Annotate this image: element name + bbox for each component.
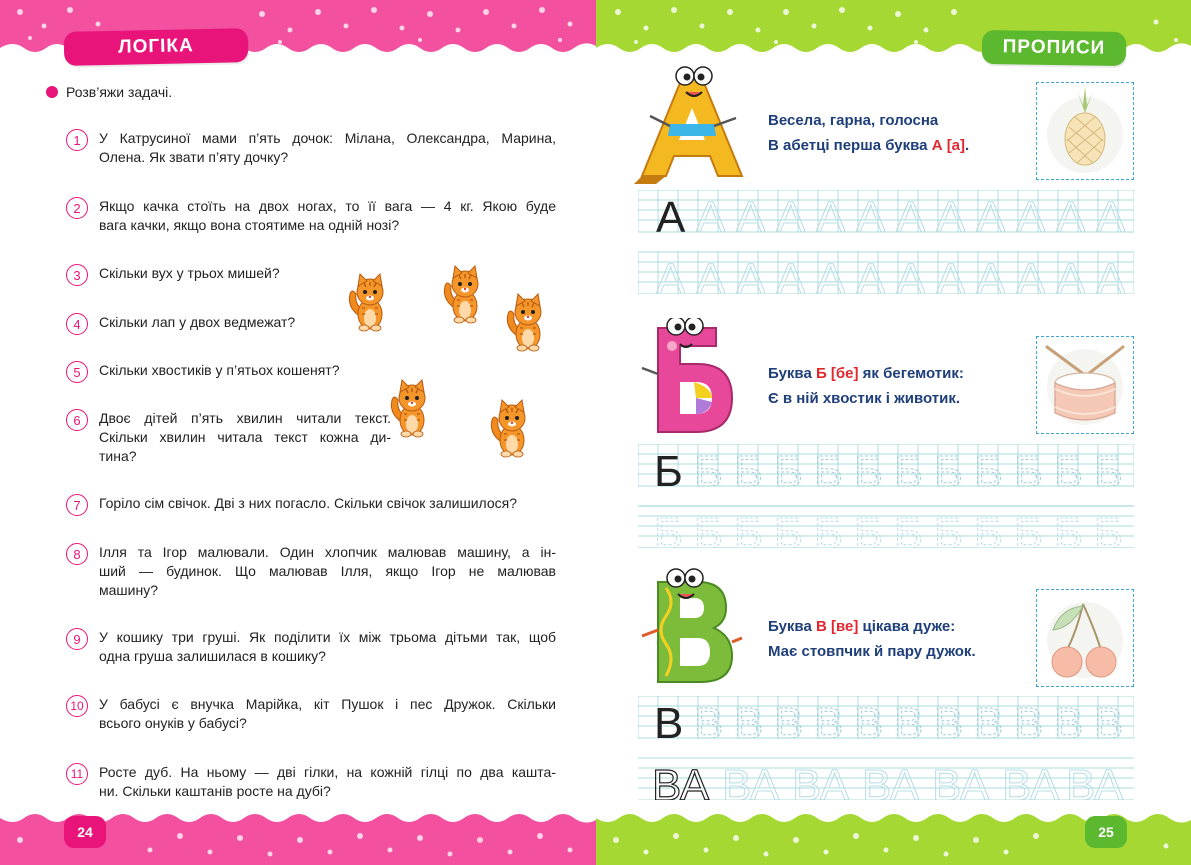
trace-letter: А xyxy=(1096,193,1126,242)
bullet-icon xyxy=(46,86,58,98)
task-text-line: Ілля та Ігор малювали. Один хлопчик малював машину, а ін- xyxy=(99,544,556,560)
trace-letter: А xyxy=(776,255,806,294)
kitten-4 xyxy=(391,380,425,437)
picture-frame-pineapple xyxy=(1036,82,1134,180)
trace-letter: В xyxy=(854,699,884,748)
kitten-3 xyxy=(507,294,541,351)
trace-letter: Б xyxy=(934,447,963,496)
rhyme-line xyxy=(768,133,969,158)
trace-letter: А xyxy=(896,193,926,242)
tracing-grid-b xyxy=(638,444,1134,548)
trace-letter: А xyxy=(776,193,806,242)
task-text-line: ни. Скільки каштанів росте на дубі? xyxy=(99,783,331,799)
trace-syllable: ВА xyxy=(1066,761,1124,800)
task-text-line: У Катрусиної мами п’ять дочок: Мілана, Олександра, Марина, xyxy=(99,130,556,146)
cherries-icon xyxy=(1037,590,1133,686)
trace-letter: Б xyxy=(974,509,1003,548)
sample-letter: В xyxy=(654,699,684,748)
sample-letter: А xyxy=(656,193,686,242)
trace-letter: А xyxy=(1056,193,1086,242)
task-text-line: У кошику три груші. Як поділити їх між трьома дітьми так, щоб xyxy=(99,629,556,645)
letter-sound: В [ве] xyxy=(815,618,859,635)
trace-letter: В xyxy=(734,699,764,748)
task-text-line: одна груша залишилася в кошику? xyxy=(99,648,326,664)
trace-letter: Б xyxy=(734,509,763,548)
kitten-1 xyxy=(349,274,383,331)
trace-letter: А xyxy=(976,193,1006,242)
task-number: 10 xyxy=(66,695,88,717)
letter-sound: А [а] xyxy=(931,137,966,154)
kitten-2 xyxy=(444,266,478,323)
kittens-illustration xyxy=(340,258,565,473)
trace-letter: А xyxy=(1056,255,1086,294)
task-text-line: ший — будинок. Що малював Ілля, якщо Ігор не малював xyxy=(99,563,556,579)
tracing-row-a-2 xyxy=(656,255,1126,294)
trace-letter: Б xyxy=(654,509,683,548)
letter-sound: Б [бе] xyxy=(815,365,859,382)
trace-letter: Б xyxy=(694,447,723,496)
task-number: 4 xyxy=(66,313,88,335)
rhyme-text: В абетці перша буква xyxy=(768,137,932,154)
trace-letter: В xyxy=(814,699,844,748)
trace-letter: Б xyxy=(694,509,723,548)
sample-letter: Б xyxy=(654,447,683,496)
trace-letter: А xyxy=(816,255,846,294)
trace-letter: Б xyxy=(974,447,1003,496)
task-number: 11 xyxy=(66,763,88,785)
trace-syllable: ВА xyxy=(862,761,920,800)
trace-letter: А xyxy=(896,255,926,294)
task-text-line: Росте дуб. На ньому — дві гілки, на кожній гілці по два кашта- xyxy=(99,764,556,780)
trace-letter: А xyxy=(1016,255,1046,294)
rhyme-line xyxy=(768,614,976,639)
trace-syllable: ВА xyxy=(932,761,990,800)
trace-letter: А xyxy=(856,193,886,242)
trace-letter: А xyxy=(736,255,766,294)
task-intro xyxy=(46,84,172,100)
tracing-row-a-1 xyxy=(656,193,1126,242)
trace-letter: Б xyxy=(894,509,923,548)
trace-letter: Б xyxy=(894,447,923,496)
pineapple-icon xyxy=(1037,83,1133,179)
trace-letter: Б xyxy=(1014,447,1043,496)
task-number: 5 xyxy=(66,361,88,383)
sample-syllable: ВА xyxy=(652,761,710,800)
trace-letter: Б xyxy=(1054,509,1083,548)
letter-a-character xyxy=(630,64,760,186)
task-text-line: Скільки вух у трьох мишей? xyxy=(99,265,280,281)
drum-icon xyxy=(1037,337,1133,433)
trace-letter: А xyxy=(936,255,966,294)
trace-letter: В xyxy=(1094,699,1124,748)
tracing-row-b-1 xyxy=(654,447,1123,496)
task-text-line: Горіло сім свічок. Дві з них погасло. Скільки свічок залишилося? xyxy=(99,495,518,511)
trace-letter: Б xyxy=(814,447,843,496)
trace-letter: Б xyxy=(1014,509,1043,548)
section-label-logic: ЛОГІКА xyxy=(64,28,249,66)
rhyme-v xyxy=(768,614,976,664)
trace-letter: Б xyxy=(1054,447,1083,496)
rhyme-text: як бегемотик: xyxy=(858,365,964,382)
trace-letter: Б xyxy=(734,447,763,496)
task-text-line: машину? xyxy=(99,582,158,598)
task-number: 8 xyxy=(66,543,88,565)
rhyme-line xyxy=(768,361,964,386)
rhyme-b xyxy=(768,361,964,411)
picture-frame-drum xyxy=(1036,336,1134,434)
task-number: 9 xyxy=(66,628,88,650)
kitten-5 xyxy=(491,400,525,457)
trace-letter: А xyxy=(856,255,886,294)
rhyme-line: Має стовпчик й пару дужок. xyxy=(768,643,976,660)
page-number-right: 25 xyxy=(1085,816,1127,848)
rhyme-line: Весела, гарна, голосна xyxy=(768,112,939,129)
trace-letter: Б xyxy=(774,509,803,548)
letter-v-character xyxy=(636,568,746,690)
tracing-grid-v xyxy=(638,696,1134,800)
rhyme-text: . xyxy=(965,137,970,154)
trace-letter: В xyxy=(694,699,724,748)
intro-text: Розв’яжи задачі. xyxy=(66,84,173,100)
task-number: 2 xyxy=(66,197,88,219)
rhyme-line: Є в ній хвостик і животик. xyxy=(768,390,961,407)
trace-syllable: ВА xyxy=(722,761,780,800)
task-number: 7 xyxy=(66,494,88,516)
tracing-grid-a xyxy=(638,190,1134,294)
trace-letter: А xyxy=(816,193,846,242)
trace-letter: В xyxy=(974,699,1004,748)
rhyme-text: Буква xyxy=(768,618,816,635)
trace-syllable: ВА xyxy=(1002,761,1060,800)
page-number-left: 24 xyxy=(64,816,106,848)
trace-letter: А xyxy=(1016,193,1046,242)
trace-letter: В xyxy=(1054,699,1084,748)
letter-b-character xyxy=(636,318,746,438)
task-text-line: вага качки, якщо вона стоятиме на одній нозі? xyxy=(99,217,400,233)
trace-letter: А xyxy=(976,255,1006,294)
trace-letter: А xyxy=(656,255,686,294)
trace-letter: В xyxy=(1014,699,1044,748)
trace-letter: В xyxy=(774,699,804,748)
trace-letter: Б xyxy=(814,509,843,548)
trace-letter: А xyxy=(1096,255,1126,294)
task-text-line: Скільки хвилин читала текст кожна ди- xyxy=(99,429,391,445)
trace-letter: Б xyxy=(1094,509,1123,548)
section-label-prescription: ПРОПИСИ xyxy=(982,30,1126,66)
trace-letter: А xyxy=(736,193,766,242)
trace-letter: Б xyxy=(1094,447,1123,496)
task-number: 3 xyxy=(66,264,88,286)
rhyme-a xyxy=(768,108,969,158)
trace-letter: Б xyxy=(854,447,883,496)
rhyme-text: цікава дуже: xyxy=(858,618,956,635)
task-text-line: Скільки хвостиків у п’ятьох кошенят? xyxy=(99,362,340,378)
task-number: 6 xyxy=(66,409,88,431)
trace-syllable: ВА xyxy=(792,761,850,800)
trace-letter: В xyxy=(894,699,924,748)
trace-letter: А xyxy=(936,193,966,242)
trace-letter: А xyxy=(696,193,726,242)
task-text-line: У бабусі є внучка Марійка, кіт Пушок і пес Дружок. Скільки xyxy=(99,696,556,712)
task-number: 1 xyxy=(66,129,88,151)
task-text-line: тина? xyxy=(99,448,137,464)
trace-letter: Б xyxy=(774,447,803,496)
trace-letter: Б xyxy=(854,509,883,548)
trace-letter: А xyxy=(696,255,726,294)
rhyme-text: Буква xyxy=(768,365,816,382)
task-text-line: Якщо качка стоїть на двох ногах, то її вага — 4 кг. Якою буде xyxy=(99,198,556,214)
picture-frame-cherries xyxy=(1036,589,1134,687)
trace-letter: В xyxy=(934,699,964,748)
tracing-row-b-2 xyxy=(654,509,1123,548)
task-text-line: всього онуків у бабусі? xyxy=(99,715,247,731)
task-text-line: Олена. Як звати п’яту дочку? xyxy=(99,149,289,165)
right-page xyxy=(596,0,1191,865)
task-text-line: Двоє дітей п’ять хвилин читали текст. xyxy=(99,410,391,426)
task-text-line: Скільки лап у двох ведмежат? xyxy=(99,314,296,330)
trace-letter: Б xyxy=(934,509,963,548)
